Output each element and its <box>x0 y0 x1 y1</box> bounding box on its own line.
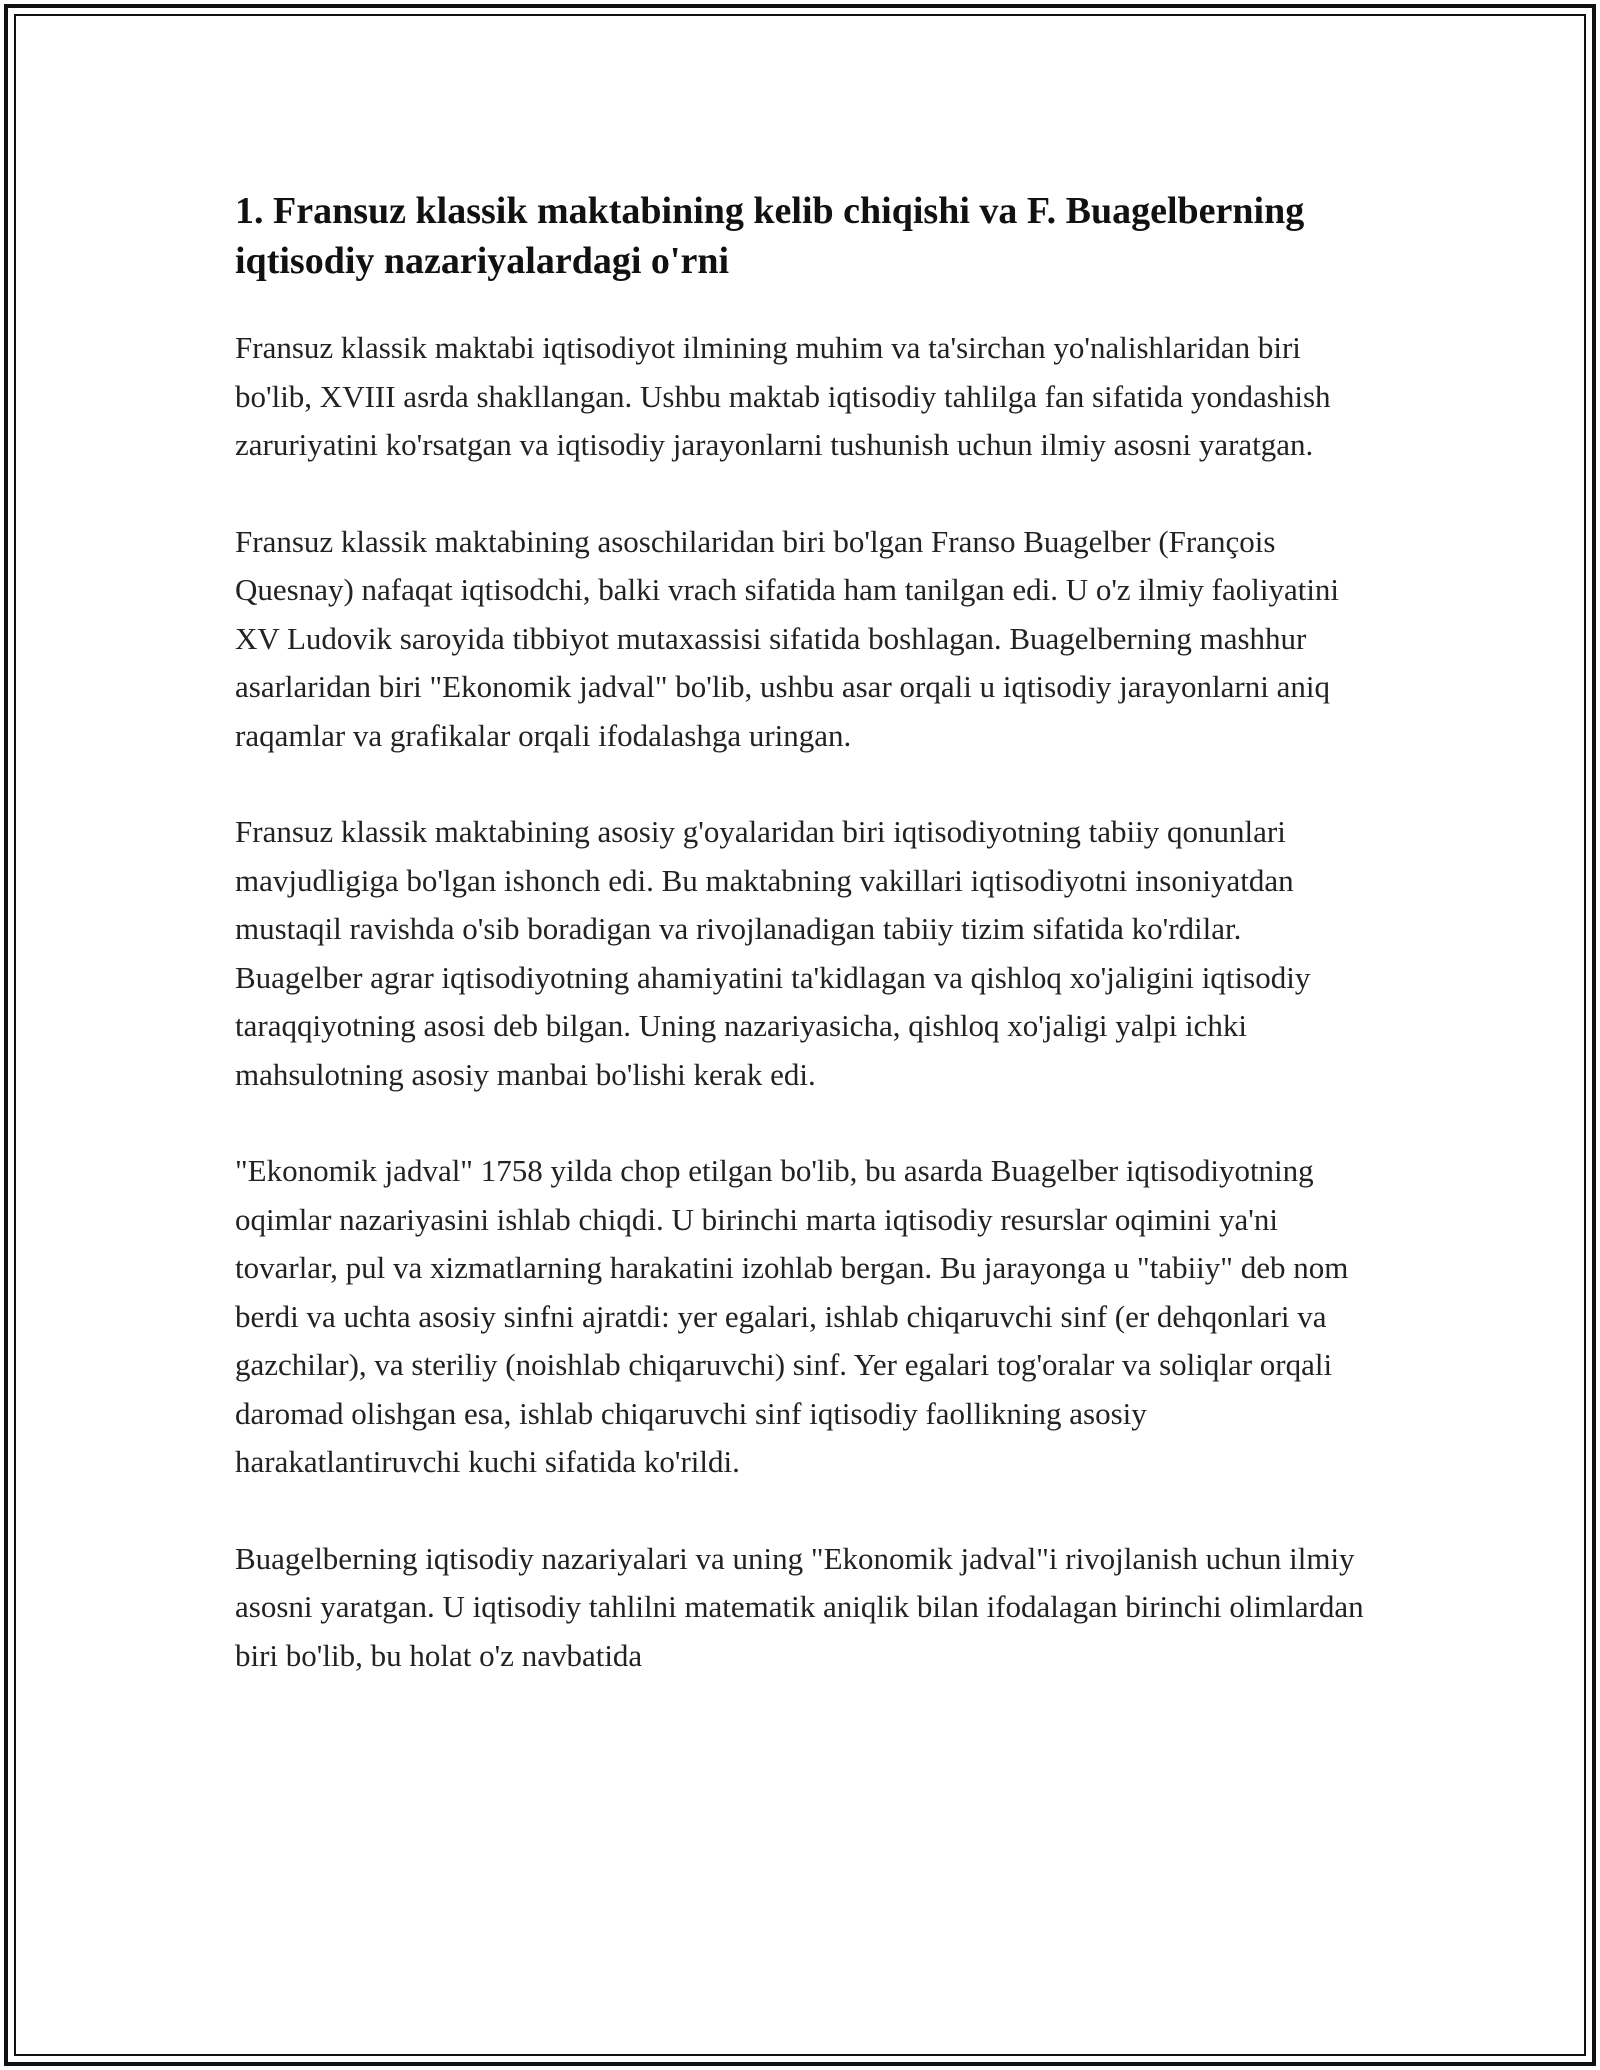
paragraph-4: "Ekonomik jadval" 1758 yilda chop etilgan bo'lib, bu asarda Buagelber iqtisodiyotning oqimlar nazariyasini ishlab chiqdi. U birinchi marta iqtisodiy resurslar oqimini ya'ni tovarlar, pul va xizmatlarning harakatini izohlab bergan. Bu jarayonga u "tabiiy" deb nom berdi va uchta asosiy sinfni ajratdi: yer egalari, ishlab chiqaruvchi sinf (er dehqonlari va gazchilar), va steriliy (noishlab chiqaruvchi) sinf. Yer egalari tog'oralar va soliqlar orqali daromad olishgan esa, ishlab chiqaruvchi sinf iqtisodiy faollikning asosiy harakatlantiruvchi kuchi sifatida ko'rildi. <box>235 1153 1349 1479</box>
section-title: 1. Fransuz klassik maktabining kelib chiqishi va F. Buagelberning iqtisodiy nazariyalardagi o'rni <box>235 190 1305 282</box>
paragraph-3: Fransuz klassik maktabining asosiy g'oyalaridan biri iqtisodiyotning tabiiy qonunlari mavjudligiga bo'lgan ishonch edi. Bu maktabning vakillari iqtisodiyotni insoniyatdan mustaqil ravishda o'sib boradigan va rivojlanadigan tabiiy tizim sifatida ko'rdilar. Buagelber agrar iqtisodiyotning ahamiyatini ta'kidlagan va qishloq xo'jaligini iqtisodiy taraqqiyotning asosi deb bilgan. Uning nazariyasicha, qishloq xo'jaligi yalpi ichki mahsulotning asosiy manbai bo'lishi kerak edi. <box>235 814 1311 1092</box>
paragraph-1: Fransuz klassik maktabi iqtisodiyot ilmining muhim va ta'sirchan yo'nalishlaridan biri bo'lib, XVIII asrda shakllangan. Ushbu maktab iqtisodiy tahlilga fan sifatida yondashish zaruriyatini ko'rsatgan va iqtisodiy jarayonlarni tushunish uchun ilmiy asosni yaratgan. <box>235 330 1331 462</box>
document-body <box>235 186 1375 1728</box>
paragraph-5: Buagelberning iqtisodiy nazariyalari va uning "Ekonomik jadval"i rivojlanish uchun ilmiy asosni yaratgan. U iqtisodiy tahlilni matematik aniqlik bilan ifodalagan birinchi olimlardan biri bo'lib, bu holat o'z navbatida <box>235 1540 1364 1673</box>
paragraph-2: Fransuz klassik maktabining asoschilaridan biri bo'lgan Franso Buagelber (François Quesnay) nafaqat iqtisodchi, balki vrach sifatida ham tanilgan edi. U o'z ilmiy faoliyatini XV Ludovik saroyida tibbiyot mutaxassisi sifatida boshlagan. Buagelberning mashhur asarlaridan biri "Ekonomik jadval" bo'lib, ushbu asar orqali u iqtisodiy jarayonlarni aniq raqamlar va grafikalar orqali ifodalashga uringan. <box>235 523 1340 753</box>
